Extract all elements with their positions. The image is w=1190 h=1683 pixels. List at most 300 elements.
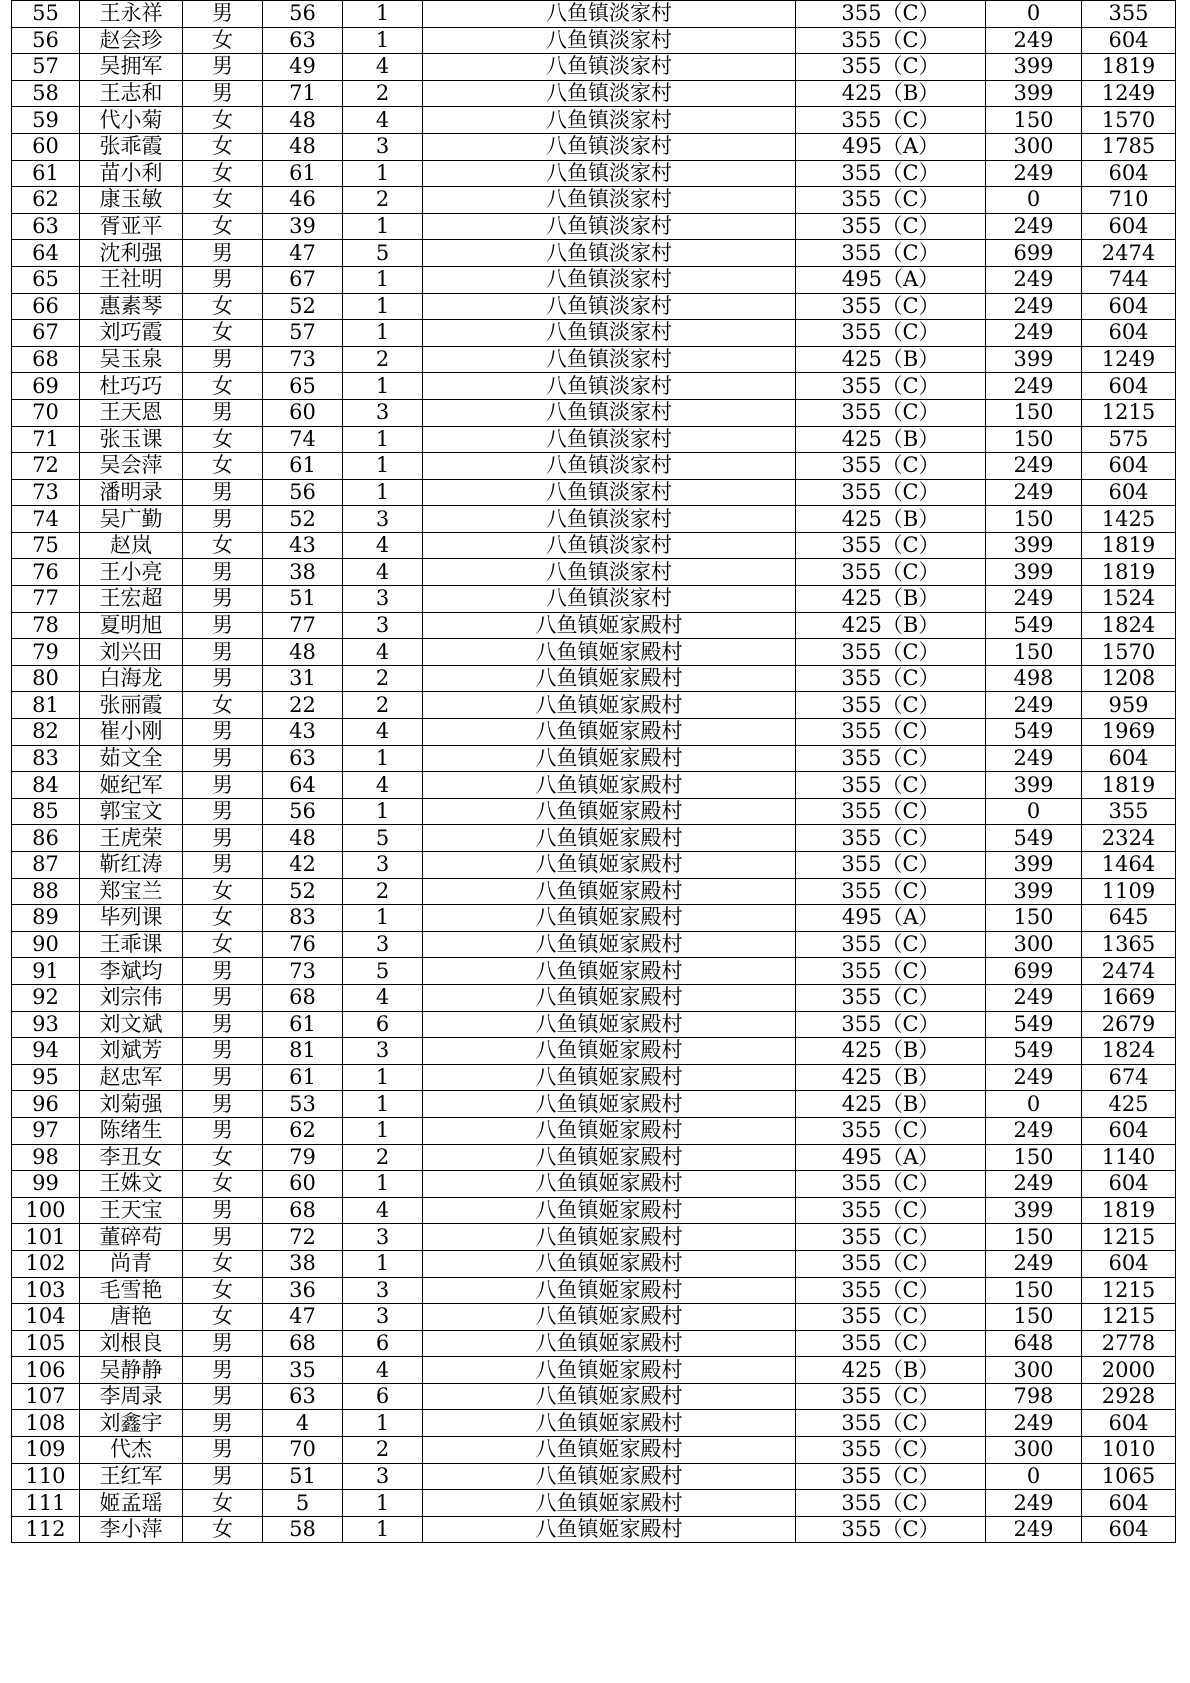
subsidy-amount-cell: 150 (986, 506, 1082, 533)
table-row (12, 825, 1176, 852)
standard-amount-cell: 355（C） (796, 1410, 986, 1437)
standard-amount-cell: 355（C） (796, 54, 986, 81)
row-number-cell: 76 (12, 559, 80, 586)
total-amount-cell: 2324 (1082, 825, 1176, 852)
person-name-cell: 王志和 (80, 80, 183, 107)
table-row (12, 320, 1176, 347)
subsidy-amount-cell: 249 (986, 1516, 1082, 1543)
subsidy-amount-cell: 399 (986, 80, 1082, 107)
household-size-cell: 3 (343, 1463, 423, 1490)
address-cell: 八鱼镇淡家村 (423, 399, 796, 426)
person-name-cell: 张玉课 (80, 426, 183, 453)
subsidy-amount-cell: 249 (986, 266, 1082, 293)
row-number-cell: 83 (12, 745, 80, 772)
table-row (12, 479, 1176, 506)
person-name-cell: 吴玉泉 (80, 346, 183, 373)
roster-table (11, 0, 1176, 1543)
total-amount-cell: 604 (1082, 1250, 1176, 1277)
row-number-cell: 102 (12, 1250, 80, 1277)
subsidy-amount-cell: 150 (986, 639, 1082, 666)
gender-cell: 男 (183, 559, 263, 586)
person-name-cell: 郑宝兰 (80, 878, 183, 905)
age-cell: 63 (263, 27, 343, 54)
age-cell: 42 (263, 852, 343, 879)
household-size-cell: 4 (343, 639, 423, 666)
standard-amount-cell: 425（B） (796, 1091, 986, 1118)
standard-amount-cell: 425（B） (796, 346, 986, 373)
address-cell: 八鱼镇姬家殿村 (423, 1490, 796, 1517)
row-number-cell: 85 (12, 798, 80, 825)
person-name-cell: 刘斌芳 (80, 1038, 183, 1065)
total-amount-cell: 1249 (1082, 346, 1176, 373)
standard-amount-cell: 355（C） (796, 1197, 986, 1224)
total-amount-cell: 1819 (1082, 1197, 1176, 1224)
age-cell: 65 (263, 373, 343, 400)
age-cell: 31 (263, 665, 343, 692)
total-amount-cell: 604 (1082, 479, 1176, 506)
total-amount-cell: 604 (1082, 160, 1176, 187)
age-cell: 35 (263, 1357, 343, 1384)
gender-cell: 女 (183, 1250, 263, 1277)
row-number-cell: 103 (12, 1277, 80, 1304)
total-amount-cell: 1669 (1082, 984, 1176, 1011)
total-amount-cell: 2778 (1082, 1330, 1176, 1357)
row-number-cell: 100 (12, 1197, 80, 1224)
row-number-cell: 93 (12, 1011, 80, 1038)
total-amount-cell: 1215 (1082, 1224, 1176, 1251)
gender-cell: 男 (183, 1064, 263, 1091)
row-number-cell: 98 (12, 1144, 80, 1171)
address-cell: 八鱼镇姬家殿村 (423, 772, 796, 799)
person-name-cell: 唐艳 (80, 1304, 183, 1331)
total-amount-cell: 1065 (1082, 1463, 1176, 1490)
subsidy-amount-cell: 249 (986, 293, 1082, 320)
row-number-cell: 58 (12, 80, 80, 107)
age-cell: 64 (263, 772, 343, 799)
subsidy-amount-cell: 249 (986, 479, 1082, 506)
total-amount-cell: 2474 (1082, 958, 1176, 985)
age-cell: 48 (263, 133, 343, 160)
household-size-cell: 1 (343, 266, 423, 293)
household-size-cell: 1 (343, 453, 423, 480)
row-number-cell: 61 (12, 160, 80, 187)
total-amount-cell: 674 (1082, 1064, 1176, 1091)
household-size-cell: 2 (343, 80, 423, 107)
age-cell: 58 (263, 1516, 343, 1543)
address-cell: 八鱼镇姬家殿村 (423, 825, 796, 852)
table-row (12, 1197, 1176, 1224)
household-size-cell: 1 (343, 745, 423, 772)
table-row (12, 27, 1176, 54)
address-cell: 八鱼镇淡家村 (423, 559, 796, 586)
row-number-cell: 55 (12, 1, 80, 28)
gender-cell: 男 (183, 1011, 263, 1038)
subsidy-amount-cell: 399 (986, 346, 1082, 373)
gender-cell: 女 (183, 27, 263, 54)
standard-amount-cell: 355（C） (796, 559, 986, 586)
table-row (12, 1117, 1176, 1144)
person-name-cell: 尚青 (80, 1250, 183, 1277)
row-number-cell: 109 (12, 1437, 80, 1464)
address-cell: 八鱼镇姬家殿村 (423, 1144, 796, 1171)
total-amount-cell: 425 (1082, 1091, 1176, 1118)
address-cell: 八鱼镇淡家村 (423, 506, 796, 533)
row-number-cell: 108 (12, 1410, 80, 1437)
table-row (12, 745, 1176, 772)
subsidy-amount-cell: 699 (986, 240, 1082, 267)
table-row (12, 187, 1176, 214)
table-row (12, 905, 1176, 932)
total-amount-cell: 1215 (1082, 1277, 1176, 1304)
total-amount-cell: 1819 (1082, 772, 1176, 799)
row-number-cell: 101 (12, 1224, 80, 1251)
household-size-cell: 1 (343, 1490, 423, 1517)
subsidy-amount-cell: 150 (986, 1224, 1082, 1251)
row-number-cell: 74 (12, 506, 80, 533)
person-name-cell: 王社明 (80, 266, 183, 293)
address-cell: 八鱼镇淡家村 (423, 213, 796, 240)
person-name-cell: 王乖课 (80, 931, 183, 958)
address-cell: 八鱼镇淡家村 (423, 27, 796, 54)
table-row (12, 1437, 1176, 1464)
gender-cell: 男 (183, 719, 263, 746)
household-size-cell: 2 (343, 1437, 423, 1464)
table-row (12, 692, 1176, 719)
standard-amount-cell: 425（B） (796, 586, 986, 613)
age-cell: 39 (263, 213, 343, 240)
age-cell: 60 (263, 399, 343, 426)
row-number-cell: 64 (12, 240, 80, 267)
subsidy-amount-cell: 249 (986, 1117, 1082, 1144)
gender-cell: 男 (183, 798, 263, 825)
household-size-cell: 3 (343, 586, 423, 613)
gender-cell: 男 (183, 745, 263, 772)
address-cell: 八鱼镇淡家村 (423, 1, 796, 28)
age-cell: 57 (263, 320, 343, 347)
address-cell: 八鱼镇姬家殿村 (423, 1330, 796, 1357)
gender-cell: 男 (183, 80, 263, 107)
gender-cell: 男 (183, 772, 263, 799)
subsidy-amount-cell: 300 (986, 1437, 1082, 1464)
standard-amount-cell: 355（C） (796, 160, 986, 187)
total-amount-cell: 2679 (1082, 1011, 1176, 1038)
person-name-cell: 赵忠军 (80, 1064, 183, 1091)
table-row (12, 1038, 1176, 1065)
gender-cell: 女 (183, 187, 263, 214)
gender-cell: 男 (183, 852, 263, 879)
subsidy-amount-cell: 399 (986, 1197, 1082, 1224)
table-row (12, 1490, 1176, 1517)
subsidy-amount-cell: 300 (986, 1357, 1082, 1384)
standard-amount-cell: 355（C） (796, 719, 986, 746)
age-cell: 63 (263, 1383, 343, 1410)
age-cell: 73 (263, 346, 343, 373)
subsidy-amount-cell: 150 (986, 399, 1082, 426)
subsidy-amount-cell: 249 (986, 1171, 1082, 1198)
table-row (12, 506, 1176, 533)
age-cell: 52 (263, 878, 343, 905)
row-number-cell: 68 (12, 346, 80, 373)
household-size-cell: 3 (343, 1224, 423, 1251)
table-row (12, 399, 1176, 426)
address-cell: 八鱼镇姬家殿村 (423, 1091, 796, 1118)
row-number-cell: 106 (12, 1357, 80, 1384)
total-amount-cell: 2928 (1082, 1383, 1176, 1410)
standard-amount-cell: 355（C） (796, 931, 986, 958)
subsidy-amount-cell: 399 (986, 54, 1082, 81)
person-name-cell: 胥亚平 (80, 213, 183, 240)
standard-amount-cell: 355（C） (796, 1277, 986, 1304)
total-amount-cell: 604 (1082, 1117, 1176, 1144)
row-number-cell: 72 (12, 453, 80, 480)
standard-amount-cell: 355（C） (796, 373, 986, 400)
address-cell: 八鱼镇姬家殿村 (423, 1516, 796, 1543)
household-size-cell: 3 (343, 506, 423, 533)
gender-cell: 男 (183, 1463, 263, 1490)
row-number-cell: 71 (12, 426, 80, 453)
person-name-cell: 刘文斌 (80, 1011, 183, 1038)
address-cell: 八鱼镇姬家殿村 (423, 692, 796, 719)
subsidy-amount-cell: 249 (986, 453, 1082, 480)
household-size-cell: 1 (343, 1091, 423, 1118)
standard-amount-cell: 355（C） (796, 665, 986, 692)
age-cell: 47 (263, 1304, 343, 1331)
age-cell: 71 (263, 80, 343, 107)
standard-amount-cell: 355（C） (796, 1383, 986, 1410)
row-number-cell: 84 (12, 772, 80, 799)
row-number-cell: 80 (12, 665, 80, 692)
gender-cell: 男 (183, 1330, 263, 1357)
person-name-cell: 郭宝文 (80, 798, 183, 825)
gender-cell: 男 (183, 1224, 263, 1251)
table-row (12, 1144, 1176, 1171)
standard-amount-cell: 425（B） (796, 1038, 986, 1065)
person-name-cell: 赵会珍 (80, 27, 183, 54)
age-cell: 51 (263, 586, 343, 613)
standard-amount-cell: 355（C） (796, 772, 986, 799)
standard-amount-cell: 355（C） (796, 213, 986, 240)
household-size-cell: 6 (343, 1011, 423, 1038)
row-number-cell: 104 (12, 1304, 80, 1331)
gender-cell: 女 (183, 1277, 263, 1304)
standard-amount-cell: 355（C） (796, 1250, 986, 1277)
total-amount-cell: 2000 (1082, 1357, 1176, 1384)
address-cell: 八鱼镇姬家殿村 (423, 1171, 796, 1198)
household-size-cell: 2 (343, 878, 423, 905)
person-name-cell: 李斌均 (80, 958, 183, 985)
address-cell: 八鱼镇淡家村 (423, 320, 796, 347)
address-cell: 八鱼镇淡家村 (423, 479, 796, 506)
age-cell: 46 (263, 187, 343, 214)
address-cell: 八鱼镇姬家殿村 (423, 1304, 796, 1331)
person-name-cell: 白海龙 (80, 665, 183, 692)
total-amount-cell: 1824 (1082, 612, 1176, 639)
person-name-cell: 苗小利 (80, 160, 183, 187)
gender-cell: 女 (183, 905, 263, 932)
gender-cell: 男 (183, 1410, 263, 1437)
row-number-cell: 105 (12, 1330, 80, 1357)
standard-amount-cell: 355（C） (796, 240, 986, 267)
address-cell: 八鱼镇淡家村 (423, 160, 796, 187)
household-size-cell: 5 (343, 825, 423, 852)
table-row (12, 1277, 1176, 1304)
table-row (12, 160, 1176, 187)
person-name-cell: 毕列课 (80, 905, 183, 932)
total-amount-cell: 1140 (1082, 1144, 1176, 1171)
person-name-cell: 刘菊强 (80, 1091, 183, 1118)
row-number-cell: 86 (12, 825, 80, 852)
total-amount-cell: 1969 (1082, 719, 1176, 746)
age-cell: 52 (263, 293, 343, 320)
subsidy-amount-cell: 798 (986, 1383, 1082, 1410)
standard-amount-cell: 425（B） (796, 506, 986, 533)
household-size-cell: 1 (343, 798, 423, 825)
person-name-cell: 代小菊 (80, 107, 183, 134)
table-row (12, 1224, 1176, 1251)
household-size-cell: 2 (343, 187, 423, 214)
standard-amount-cell: 355（C） (796, 1171, 986, 1198)
address-cell: 八鱼镇姬家殿村 (423, 798, 796, 825)
age-cell: 56 (263, 479, 343, 506)
standard-amount-cell: 425（B） (796, 612, 986, 639)
address-cell: 八鱼镇淡家村 (423, 133, 796, 160)
age-cell: 61 (263, 1011, 343, 1038)
gender-cell: 女 (183, 532, 263, 559)
standard-amount-cell: 355（C） (796, 958, 986, 985)
address-cell: 八鱼镇姬家殿村 (423, 1277, 796, 1304)
gender-cell: 男 (183, 479, 263, 506)
person-name-cell: 康玉敏 (80, 187, 183, 214)
total-amount-cell: 2474 (1082, 240, 1176, 267)
address-cell: 八鱼镇姬家殿村 (423, 612, 796, 639)
age-cell: 76 (263, 931, 343, 958)
gender-cell: 男 (183, 586, 263, 613)
row-number-cell: 75 (12, 532, 80, 559)
total-amount-cell: 959 (1082, 692, 1176, 719)
person-name-cell: 李丑女 (80, 1144, 183, 1171)
table-row (12, 931, 1176, 958)
table-row (12, 266, 1176, 293)
household-size-cell: 1 (343, 213, 423, 240)
gender-cell: 男 (183, 1383, 263, 1410)
address-cell: 八鱼镇姬家殿村 (423, 905, 796, 932)
gender-cell: 女 (183, 293, 263, 320)
row-number-cell: 70 (12, 399, 80, 426)
person-name-cell: 李周录 (80, 1383, 183, 1410)
gender-cell: 男 (183, 399, 263, 426)
address-cell: 八鱼镇淡家村 (423, 346, 796, 373)
gender-cell: 男 (183, 240, 263, 267)
table-row (12, 107, 1176, 134)
household-size-cell: 5 (343, 240, 423, 267)
address-cell: 八鱼镇姬家殿村 (423, 719, 796, 746)
subsidy-amount-cell: 300 (986, 133, 1082, 160)
standard-amount-cell: 495（A） (796, 266, 986, 293)
gender-cell: 男 (183, 984, 263, 1011)
person-name-cell: 刘根良 (80, 1330, 183, 1357)
gender-cell: 女 (183, 878, 263, 905)
row-number-cell: 63 (12, 213, 80, 240)
address-cell: 八鱼镇姬家殿村 (423, 1224, 796, 1251)
address-cell: 八鱼镇姬家殿村 (423, 958, 796, 985)
standard-amount-cell: 355（C） (796, 320, 986, 347)
age-cell: 79 (263, 1144, 343, 1171)
standard-amount-cell: 355（C） (796, 107, 986, 134)
person-name-cell: 陈绪生 (80, 1117, 183, 1144)
standard-amount-cell: 495（A） (796, 905, 986, 932)
table-row (12, 719, 1176, 746)
table-row (12, 293, 1176, 320)
row-number-cell: 56 (12, 27, 80, 54)
person-name-cell: 刘鑫宇 (80, 1410, 183, 1437)
gender-cell: 男 (183, 54, 263, 81)
subsidy-amount-cell: 498 (986, 665, 1082, 692)
standard-amount-cell: 355（C） (796, 745, 986, 772)
age-cell: 38 (263, 559, 343, 586)
row-number-cell: 89 (12, 905, 80, 932)
total-amount-cell: 604 (1082, 453, 1176, 480)
standard-amount-cell: 355（C） (796, 1, 986, 28)
row-number-cell: 60 (12, 133, 80, 160)
standard-amount-cell: 425（B） (796, 1064, 986, 1091)
table-row (12, 958, 1176, 985)
subsidy-amount-cell: 399 (986, 852, 1082, 879)
person-name-cell: 王姝文 (80, 1171, 183, 1198)
roster-sheet (11, 0, 1175, 1543)
standard-amount-cell: 355（C） (796, 798, 986, 825)
gender-cell: 男 (183, 1197, 263, 1224)
standard-amount-cell: 355（C） (796, 1117, 986, 1144)
household-size-cell: 1 (343, 160, 423, 187)
total-amount-cell: 744 (1082, 266, 1176, 293)
person-name-cell: 吴会萍 (80, 453, 183, 480)
person-name-cell: 王永祥 (80, 1, 183, 28)
table-row (12, 559, 1176, 586)
total-amount-cell: 1215 (1082, 399, 1176, 426)
roster-body (12, 1, 1176, 1543)
subsidy-amount-cell: 150 (986, 1144, 1082, 1171)
standard-amount-cell: 355（C） (796, 1516, 986, 1543)
person-name-cell: 吴静静 (80, 1357, 183, 1384)
total-amount-cell: 355 (1082, 1, 1176, 28)
total-amount-cell: 1819 (1082, 532, 1176, 559)
gender-cell: 女 (183, 453, 263, 480)
household-size-cell: 3 (343, 133, 423, 160)
table-row (12, 1463, 1176, 1490)
gender-cell: 男 (183, 1437, 263, 1464)
address-cell: 八鱼镇姬家殿村 (423, 1437, 796, 1464)
total-amount-cell: 710 (1082, 187, 1176, 214)
row-number-cell: 57 (12, 54, 80, 81)
person-name-cell: 代杰 (80, 1437, 183, 1464)
person-name-cell: 王天恩 (80, 399, 183, 426)
age-cell: 68 (263, 1197, 343, 1224)
household-size-cell: 4 (343, 772, 423, 799)
age-cell: 61 (263, 453, 343, 480)
household-size-cell: 2 (343, 665, 423, 692)
subsidy-amount-cell: 699 (986, 958, 1082, 985)
table-row (12, 1304, 1176, 1331)
age-cell: 62 (263, 1117, 343, 1144)
address-cell: 八鱼镇姬家殿村 (423, 984, 796, 1011)
gender-cell: 男 (183, 612, 263, 639)
subsidy-amount-cell: 150 (986, 426, 1082, 453)
subsidy-amount-cell: 0 (986, 1, 1082, 28)
row-number-cell: 91 (12, 958, 80, 985)
standard-amount-cell: 355（C） (796, 453, 986, 480)
table-row (12, 1383, 1176, 1410)
age-cell: 56 (263, 1, 343, 28)
